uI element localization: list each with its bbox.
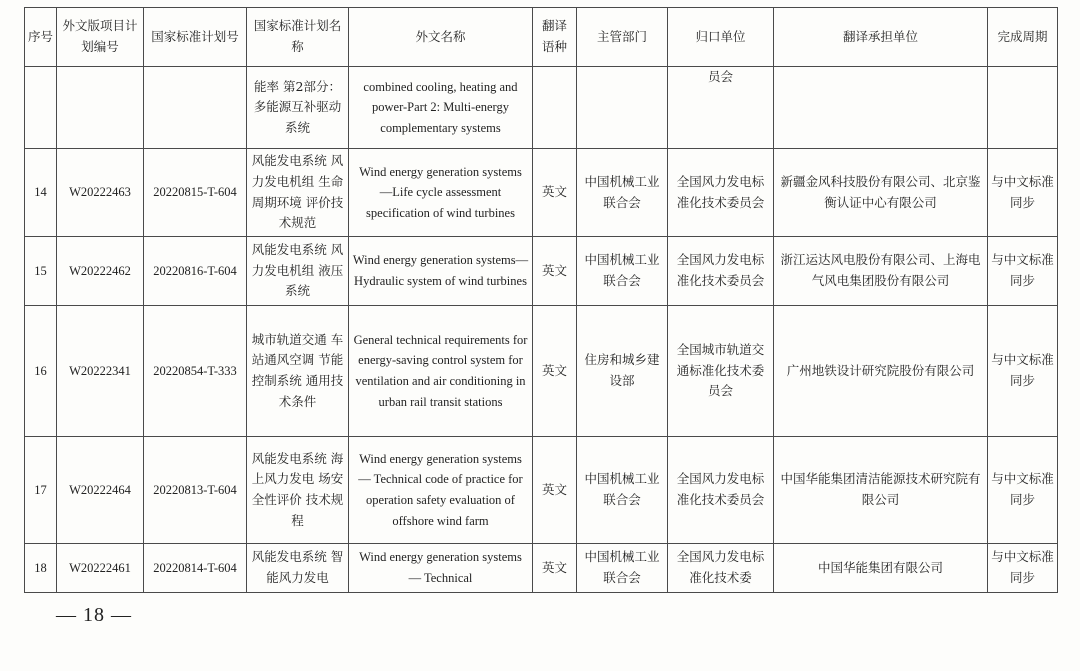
- cell-responsible-unit: 全国风力发电标准化技术委员会: [668, 149, 774, 237]
- table-row: [25, 544, 1058, 593]
- header-foreign-plan-no: 外文版项目计划编号: [57, 8, 144, 67]
- header-responsible-unit: 归口单位: [668, 8, 774, 67]
- table-row: [25, 437, 1058, 544]
- cell-translator: 广州地铁设计研究院股份有限公司: [774, 306, 988, 437]
- cell-language: 英文: [533, 237, 577, 306]
- cell-national-plan-no: [144, 67, 247, 149]
- cell-national-name: 风能发电系统 海上风力发电 场安全性评价 技术规程: [247, 437, 349, 544]
- header-foreign-name: 外文名称: [349, 8, 533, 67]
- cell-seq: 14: [25, 149, 57, 237]
- cell-period: 与中文标准同步: [988, 306, 1058, 437]
- cell-foreign-name: Wind energy generation systems—Hydraulic system of wind turbines: [349, 237, 533, 306]
- cell-language: 英文: [533, 437, 577, 544]
- cell-language: [533, 67, 577, 149]
- cell-period: 与中文标准同步: [988, 237, 1058, 306]
- cell-foreign-name: General technical requirements for energy-saving control system for ventilation and air conditioning in urban rail transit stations: [349, 306, 533, 437]
- cell-responsible-unit: 全国风力发电标准化技术委员会: [668, 437, 774, 544]
- cell-foreign-name: Wind energy generation systems — Technical: [349, 544, 533, 593]
- cell-national-plan-no: 20220816-T-604: [144, 237, 247, 306]
- cell-language: 英文: [533, 544, 577, 593]
- cell-national-plan-no: 20220814-T-604: [144, 544, 247, 593]
- cell-foreign-plan-no: [57, 67, 144, 149]
- standards-table: [24, 7, 1058, 593]
- header-period: 完成周期: [988, 8, 1058, 67]
- header-national-plan-no: 国家标准计划号: [144, 8, 247, 67]
- cell-seq: [25, 67, 57, 149]
- cell-national-plan-no: 20220815-T-604: [144, 149, 247, 237]
- cell-seq: 18: [25, 544, 57, 593]
- cell-language: 英文: [533, 306, 577, 437]
- cell-foreign-plan-no: W20222341: [57, 306, 144, 437]
- cell-language: 英文: [533, 149, 577, 237]
- cell-responsible-unit: 全国城市轨道交通标准化技术委员会: [668, 306, 774, 437]
- header-national-name: 国家标准计划名称: [247, 8, 349, 67]
- cell-department: 住房和城乡建设部: [577, 306, 668, 437]
- cell-translator: 中国华能集团有限公司: [774, 544, 988, 593]
- cell-national-name: 城市轨道交通 车站通风空调 节能控制系统 通用技术条件: [247, 306, 349, 437]
- cell-foreign-plan-no: W20222462: [57, 237, 144, 306]
- cell-translator: [774, 67, 988, 149]
- table-row: [25, 237, 1058, 306]
- cell-department: 中国机械工业联合会: [577, 437, 668, 544]
- cell-translator: 新疆金风科技股份有限公司、北京鉴衡认证中心有限公司: [774, 149, 988, 237]
- header-department: 主管部门: [577, 8, 668, 67]
- cell-period: 与中文标准同步: [988, 544, 1058, 593]
- header-translator: 翻译承担单位: [774, 8, 988, 67]
- cell-foreign-plan-no: W20222464: [57, 437, 144, 544]
- cell-seq: 17: [25, 437, 57, 544]
- cell-responsible-unit: 员会: [668, 67, 774, 149]
- cell-period: 与中文标准同步: [988, 149, 1058, 237]
- page-number: — 18 —: [56, 604, 132, 626]
- cell-translator: 浙江运达风电股份有限公司、上海电气风电集团股份有限公司: [774, 237, 988, 306]
- cell-responsible-unit: 全国风力发电标准化技术委员会: [668, 237, 774, 306]
- table-row: [25, 149, 1058, 237]
- table-row: [25, 306, 1058, 437]
- cell-seq: 16: [25, 306, 57, 437]
- cell-foreign-name: combined cooling, heating and power-Part 2: Multi-energy complementary systems: [349, 67, 533, 149]
- cell-foreign-name: Wind energy generation systems — Technical code of practice for operation safety evaluation of offshore wind farm: [349, 437, 533, 544]
- cell-national-plan-no: 20220854-T-333: [144, 306, 247, 437]
- cell-national-name: 能率 第2部分：多能源互补驱动系统: [247, 67, 349, 149]
- header-language: 翻译语种: [533, 8, 577, 67]
- cell-translator: 中国华能集团清洁能源技术研究院有限公司: [774, 437, 988, 544]
- cell-seq: 15: [25, 237, 57, 306]
- cell-responsible-unit: 全国风力发电标准化技术委: [668, 544, 774, 593]
- cell-department: 中国机械工业联合会: [577, 149, 668, 237]
- header-seq: 序号: [25, 8, 57, 67]
- cell-national-plan-no: 20220813-T-604: [144, 437, 247, 544]
- cell-period: 与中文标准同步: [988, 437, 1058, 544]
- cell-department: [577, 67, 668, 149]
- cell-national-name: 风能发电系统 智能风力发电: [247, 544, 349, 593]
- cell-foreign-plan-no: W20222463: [57, 149, 144, 237]
- cell-foreign-plan-no: W20222461: [57, 544, 144, 593]
- cell-foreign-name: Wind energy generation systems —Life cycle assessment specification of wind turbines: [349, 149, 533, 237]
- cell-department: 中国机械工业联合会: [577, 544, 668, 593]
- header-row: [25, 8, 1058, 67]
- cell-national-name: 风能发电系统 风力发电机组 液压系统: [247, 237, 349, 306]
- cell-period: [988, 67, 1058, 149]
- cell-national-name: 风能发电系统 风力发电机组 生命周期环境 评价技术规范: [247, 149, 349, 237]
- table-row: [25, 67, 1058, 149]
- cell-department: 中国机械工业联合会: [577, 237, 668, 306]
